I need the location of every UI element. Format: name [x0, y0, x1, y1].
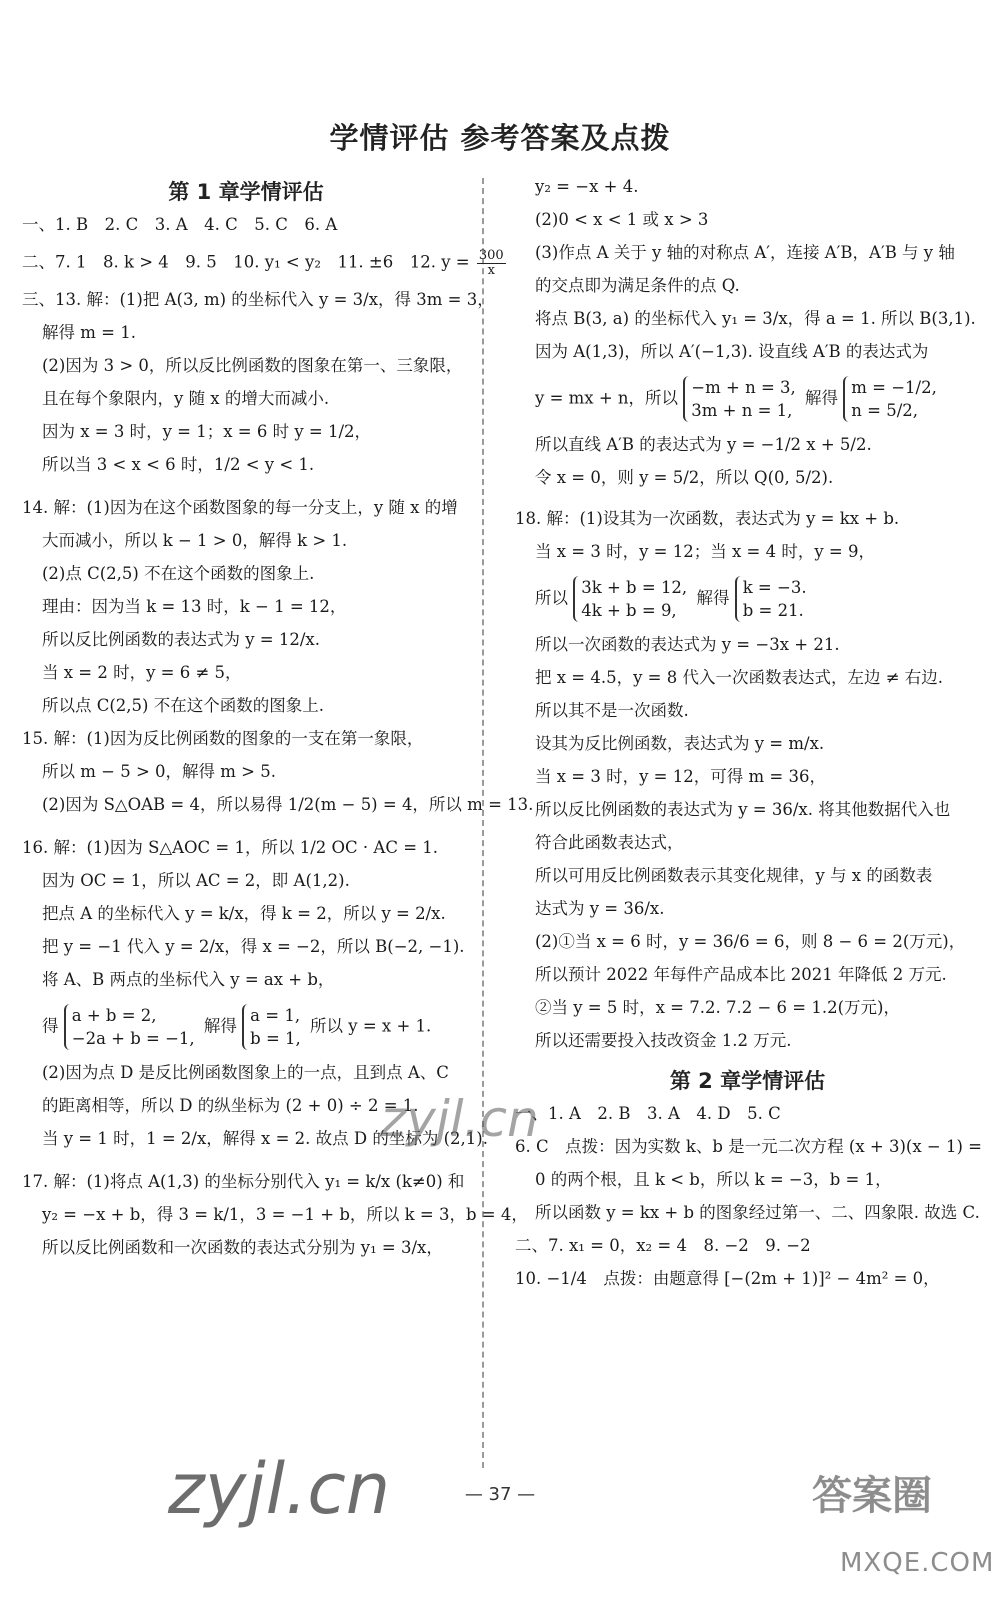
q18-eq1: 3k + b = 12,: [581, 577, 688, 597]
q17-system-pre: y = mx + n，所以: [535, 388, 679, 408]
q16-line3: 把点 A 的坐标代入 y = k/x，得 k = 2，所以 y = 2/x.: [42, 903, 446, 923]
frac-den: x: [487, 262, 495, 278]
q17-r5: 将点 B(3, a) 的坐标代入 y₁ = 3/x，得 a = 1. 所以 B(3,1).: [535, 308, 976, 328]
ch2-q10: 10. −1/4 点拨：由题意得 [−(2m + 1)]² − 4m² = 0，: [515, 1268, 940, 1288]
q16-system-pre: 得: [42, 1016, 59, 1036]
q13-line3: (2)因为 3 > 0，所以反比例函数的图象在第一、三象限，: [42, 356, 463, 376]
q15-line1: 15. 解：(1)因为反比例函数的图象的一支在第一象限，: [22, 728, 424, 748]
q18-line11: 所以可用反比例函数表示其变化规律，y 与 x 的函数表: [535, 865, 933, 885]
q14-line5: 所以反比例函数的表达式为 y = 12/x.: [42, 629, 320, 649]
ch2-part2: 二、7. x₁ = 0，x₂ = 4 8. −2 9. −2: [515, 1235, 811, 1255]
q17-equations: [683, 376, 799, 422]
q16-line8: 的距离相等，所以 D 的纵坐标为 (2 + 0) ÷ 2 = 1.: [42, 1095, 419, 1115]
q14-line4: 理由：因为当 k = 13 时，k − 1 = 12，: [42, 596, 347, 616]
watermark-mxqe: MXQE.COM: [840, 1548, 995, 1578]
q18-line4: 所以一次函数的表达式为 y = −3x + 21.: [535, 635, 840, 655]
q16-equations: [64, 1004, 199, 1050]
q18-sol1: k = −3.: [742, 577, 807, 597]
chapter1-heading: 第 1 章学情评估: [168, 180, 324, 204]
page-number: — 37 —: [464, 1484, 536, 1505]
ch1-part1: 一、1. B 2. C 3. A 4. C 5. C 6. A: [22, 215, 338, 234]
ch1-part2: [22, 247, 504, 278]
q14-line7: 所以点 C(2,5) 不在这个函数的图象上.: [42, 695, 324, 715]
q18-line7: 设其为反比例函数，表达式为 y = m/x.: [535, 733, 825, 753]
q13-line1: 三、13. 解：(1)把 A(3, m) 的坐标代入 y = 3/x，得 3m = 3，: [22, 290, 494, 310]
q16-line9: 当 y = 1 时，1 = 2/x，解得 x = 2. 故点 D 的坐标为 (2,1).: [42, 1128, 488, 1148]
q16-system-end: 所以 y = x + 1.: [310, 1016, 432, 1036]
q17-r3: (3)作点 A 关于 y 轴的对称点 A′，连接 A′B，A′B 与 y 轴: [535, 242, 955, 262]
q14-line1: 14. 解：(1)因为在这个函数图象的每一分支上，y 随 x 的增: [22, 498, 458, 518]
q17-solve-label: 解得: [805, 388, 839, 408]
q13-line2: 解得 m = 1.: [42, 323, 136, 343]
q17-line1: 17. 解：(1)将点 A(1,3) 的坐标分别代入 y₁ = k/x (k≠0) 和: [22, 1171, 465, 1191]
q18-line15: ②当 y = 5 时，x = 7.2. 7.2 − 6 = 1.2(万元)，: [535, 997, 900, 1017]
q17-r6: 因为 A(1,3)，所以 A′(−1,3). 设直线 A′B 的表达式为: [535, 341, 929, 361]
q17-solutions: [843, 376, 941, 422]
q16-line4: 把 y = −1 代入 y = 2/x，得 x = −2，所以 B(−2, −1).: [42, 936, 465, 956]
q14-line6: 当 x = 2 时，y = 6 ≠ 5，: [42, 662, 242, 682]
q16-eq2: −2a + b = −1,: [71, 1028, 195, 1048]
q18-line5: 把 x = 4.5，y = 8 代入一次函数表达式，左边 ≠ 右边.: [535, 668, 944, 688]
q18-line8: 当 x = 3 时，y = 12，可得 m = 36，: [535, 766, 826, 786]
q16-line7: (2)因为点 D 是反比例函数图象上的一点，且到点 A、C: [42, 1062, 449, 1082]
q17-r8: 所以直线 A′B 的表达式为 y = −1/2 x + 5/2.: [535, 435, 872, 454]
q17-eq2: 3m + n = 1,: [691, 400, 793, 420]
q18-line14: 所以预计 2022 年每件产品成本比 2021 年降低 2 万元.: [535, 964, 947, 984]
page-title: 学情评估 参考答案及点拨: [329, 121, 671, 155]
q17-sol1: m = −1/2,: [851, 377, 937, 397]
q16-solve-label: 解得: [203, 1016, 237, 1036]
watermark-daan: 答案圈: [812, 1473, 932, 1519]
q18-line6: 所以其不是一次函数.: [535, 701, 689, 720]
right-column: [515, 178, 980, 1302]
q18-line9: 所以反比例函数的表达式为 y = 36/x. 将其他数据代入也: [535, 799, 951, 819]
q17-r2: (2)0 < x < 1 或 x > 3: [535, 209, 709, 229]
q16-line5: 将 A、B 两点的坐标代入 y = ax + b，: [42, 969, 335, 989]
ch2-q6-line1: 6. C 点拨：因为实数 k、b 是一元二次方程 (x + 3)(x − 1) =: [515, 1136, 982, 1156]
q14-line3: (2)点 C(2,5) 不在这个函数的图象上.: [42, 564, 315, 583]
q18-line13: (2)①当 x = 6 时，y = 36/6 = 6，则 8 − 6 = 2(万元)，: [535, 931, 966, 951]
ch2-part1: 一、1. A 2. B 3. A 4. D 5. C: [515, 1103, 781, 1123]
q16-sol1: a = 1,: [250, 1005, 301, 1025]
q17-line3: 所以反比例函数和一次函数的表达式分别为 y₁ = 3/x，: [42, 1237, 443, 1257]
q17-r1: y₂ = −x + 4.: [535, 177, 639, 196]
watermark-zyjl-bottom: zyjl.cn: [168, 1448, 391, 1530]
q18-system: [515, 576, 980, 622]
q18-line16: 所以还需要投入技改资金 1.2 万元.: [535, 1030, 792, 1050]
q17-r4: 的交点即为满足条件的点 Q.: [535, 275, 740, 295]
q18-sol2: b = 21.: [742, 600, 804, 620]
q17-eq1: −m + n = 3,: [691, 377, 796, 397]
q18-line2: 当 x = 3 时，y = 12；当 x = 4 时，y = 9，: [535, 541, 875, 561]
q15-line3: (2)因为 S△OAB = 4，所以易得 1/2(m − 5) = 4，所以 m = 13.: [42, 794, 534, 814]
q17-r9: 令 x = 0，则 y = 5/2，所以 Q(0, 5/2).: [535, 467, 834, 487]
q18-system-pre: 所以: [535, 588, 568, 608]
ch2-q6-line2: 0 的两个根，且 k < b，所以 k = −3，b = 1，: [535, 1169, 892, 1189]
ch1-part2-fraction: [477, 249, 506, 277]
q18-line10: 符合此函数表达式，: [535, 832, 684, 852]
q18-line12: 达式为 y = 36/x.: [535, 898, 665, 918]
q17-sol2: n = 5/2,: [851, 400, 919, 420]
q13-line5: 因为 x = 3 时，y = 1；x = 6 时 y = 1/2，: [42, 422, 372, 442]
frac-num: 300: [478, 247, 504, 263]
q16-system: [22, 1004, 470, 1050]
chapter2-heading: 第 2 章学情评估: [669, 1068, 826, 1093]
ch1-part2-text: 二、7. 1 8. k > 4 9. 5 10. y₁ < y₂ 11. ±6 12. y =: [22, 252, 470, 272]
column-divider: [482, 178, 484, 1468]
q18-solve-label: 解得: [696, 588, 730, 608]
q18-solutions: [735, 576, 811, 622]
q16-line2: 因为 OC = 1，所以 AC = 2，即 A(1,2).: [42, 870, 350, 890]
q18-equations: [573, 576, 691, 622]
ch2-q6-line3: 所以函数 y = kx + b 的图象经过第一、二、四象限. 故选 C.: [535, 1202, 980, 1222]
q16-solutions: [242, 1004, 305, 1050]
q17-line2: y₂ = −x + b，得 3 = k/1，3 = −1 + b，所以 k = 3，b = 4，: [42, 1204, 528, 1224]
q17-system: [515, 376, 980, 422]
watermark-zyjl-mid: zyjl.cn: [380, 1090, 539, 1148]
q16-eq1: a + b = 2,: [71, 1005, 157, 1025]
q18-line1: 18. 解：(1)设其为一次函数，表达式为 y = kx + b.: [515, 508, 900, 528]
q18-eq2: 4k + b = 9,: [581, 600, 677, 620]
q13-line6: 所以当 3 < x < 6 时，1/2 < y < 1.: [42, 455, 315, 475]
q13-line4: 且在每个象限内，y 随 x 的增大而减小.: [42, 389, 330, 409]
q14-line2: 大而减小，所以 k − 1 > 0，解得 k > 1.: [42, 531, 348, 551]
q15-line2: 所以 m − 5 > 0，解得 m > 5.: [42, 761, 276, 781]
q16-sol2: b = 1,: [250, 1028, 301, 1048]
q16-line1: 16. 解：(1)因为 S△AOC = 1，所以 1/2 OC · AC = 1.: [22, 837, 439, 857]
